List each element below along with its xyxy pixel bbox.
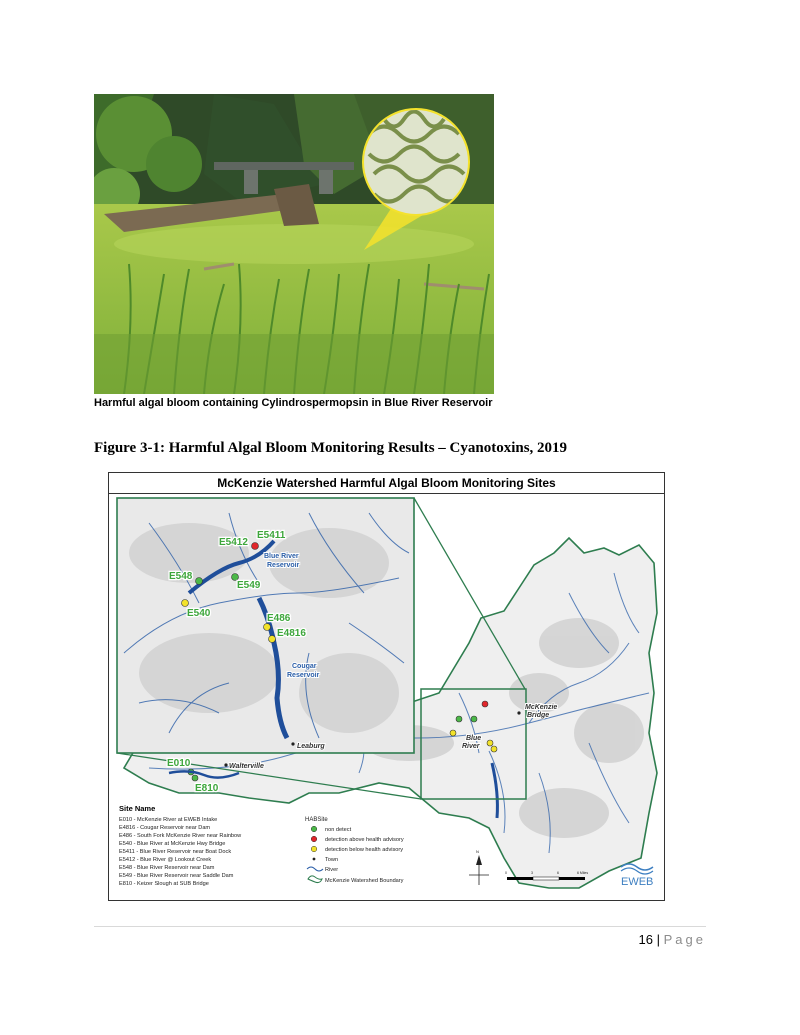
page-separator: | xyxy=(656,932,660,947)
site-legend-item: E540 - Blue River at McKenzie Hwy Bridge xyxy=(119,841,226,847)
symbol-legend-item: McKenzie Watershed Boundary xyxy=(325,878,404,884)
site-legend-item: E548 - Blue River Reservoir near Dam xyxy=(119,865,215,871)
site-legend-item: E5412 - Blue River @ Lookout Creek xyxy=(119,857,212,863)
label-e548: E548 xyxy=(169,571,193,582)
monitoring-map xyxy=(108,472,665,901)
site-legend-item: E549 - Blue River Reservoir near Saddle Dam xyxy=(119,873,234,879)
symbol-legend xyxy=(305,817,404,884)
page-word: Page xyxy=(663,932,706,947)
label-blue-river-reservoir-2: Reservoir xyxy=(267,562,300,569)
label-e5411: E5411 xyxy=(257,530,286,541)
symbol-legend-item: detection below health advisory xyxy=(325,847,404,853)
label-e549: E549 xyxy=(237,580,261,591)
site-legend-item: E5411 - Blue River Reservoir near Boat Dock xyxy=(119,849,232,855)
boundary-symbol xyxy=(308,876,322,883)
scale-label: 6 xyxy=(557,871,559,875)
eweb-logo xyxy=(621,864,653,888)
site-legend-item: E810 - Keizer Slough at SUB Bridge xyxy=(119,881,209,887)
page-footer xyxy=(639,932,706,947)
site-legend xyxy=(119,804,242,887)
label-e010: E010 xyxy=(167,758,191,769)
river-symbol xyxy=(307,867,323,871)
label-cougar-reservoir-1: Cougar xyxy=(292,663,317,670)
symbol-legend-item: Town xyxy=(325,857,339,863)
footer-divider xyxy=(94,926,706,927)
symbol-legend-heading: HABSite xyxy=(305,817,328,823)
label-e486: E486 xyxy=(267,613,291,624)
site-legend-item: E010 - McKenzie River at EWEB Intake xyxy=(119,817,218,823)
non-detect-symbol xyxy=(311,826,317,832)
scale-label: 0 xyxy=(505,871,507,875)
scale-label: 6 Miles xyxy=(577,871,589,875)
town-symbol xyxy=(313,858,316,861)
symbol-legend-item: non detect xyxy=(325,827,352,833)
label-e540: E540 xyxy=(187,608,211,619)
symbol-legend-item: detection above health advisory xyxy=(325,837,404,843)
label-e4816: E4816 xyxy=(277,628,306,639)
label-cougar-reservoir-2: Reservoir xyxy=(287,672,320,679)
label-mckenzie-bridge-1: McKenzie xyxy=(525,704,558,711)
label-blue-river-1: Blue xyxy=(466,735,482,742)
north-label: N xyxy=(476,849,479,854)
north-arrow-icon xyxy=(469,849,489,885)
below-advisory-symbol xyxy=(311,846,317,852)
eweb-logo-text: EWEB xyxy=(621,876,654,888)
label-walterville: Walterville xyxy=(229,763,264,770)
map-canvas xyxy=(109,493,665,901)
photo-caption: Harmful algal bloom containing Cylindrospermopsin in Blue River Reservoir xyxy=(94,397,493,409)
label-e5412: E5412 xyxy=(219,537,248,548)
label-leaburg: Leaburg xyxy=(297,743,325,750)
above-advisory-symbol xyxy=(311,836,317,842)
scale-label: 3 xyxy=(531,871,533,875)
site-legend-item: E486 - South Fork McKenzie River near Rainbow xyxy=(119,833,242,839)
map-title: McKenzie Watershed Harmful Algal Bloom Monitoring Sites xyxy=(109,473,664,494)
label-blue-river-reservoir-1: Blue River xyxy=(264,553,299,560)
site-legend-item: E4816 - Cougar Reservoir near Dam xyxy=(119,825,211,831)
algal-bloom-photo xyxy=(94,94,494,394)
label-e810: E810 xyxy=(195,783,219,794)
figure-title: Figure 3-1: Harmful Algal Bloom Monitoring Results – Cyanotoxins, 2019 xyxy=(94,440,568,456)
symbol-legend-item: River xyxy=(325,867,339,873)
page-number: 16 xyxy=(638,932,653,947)
site-legend-heading: Site Name xyxy=(119,804,156,813)
label-mckenzie-bridge-2: Bridge xyxy=(527,712,550,719)
label-blue-river-2: River xyxy=(462,743,480,750)
